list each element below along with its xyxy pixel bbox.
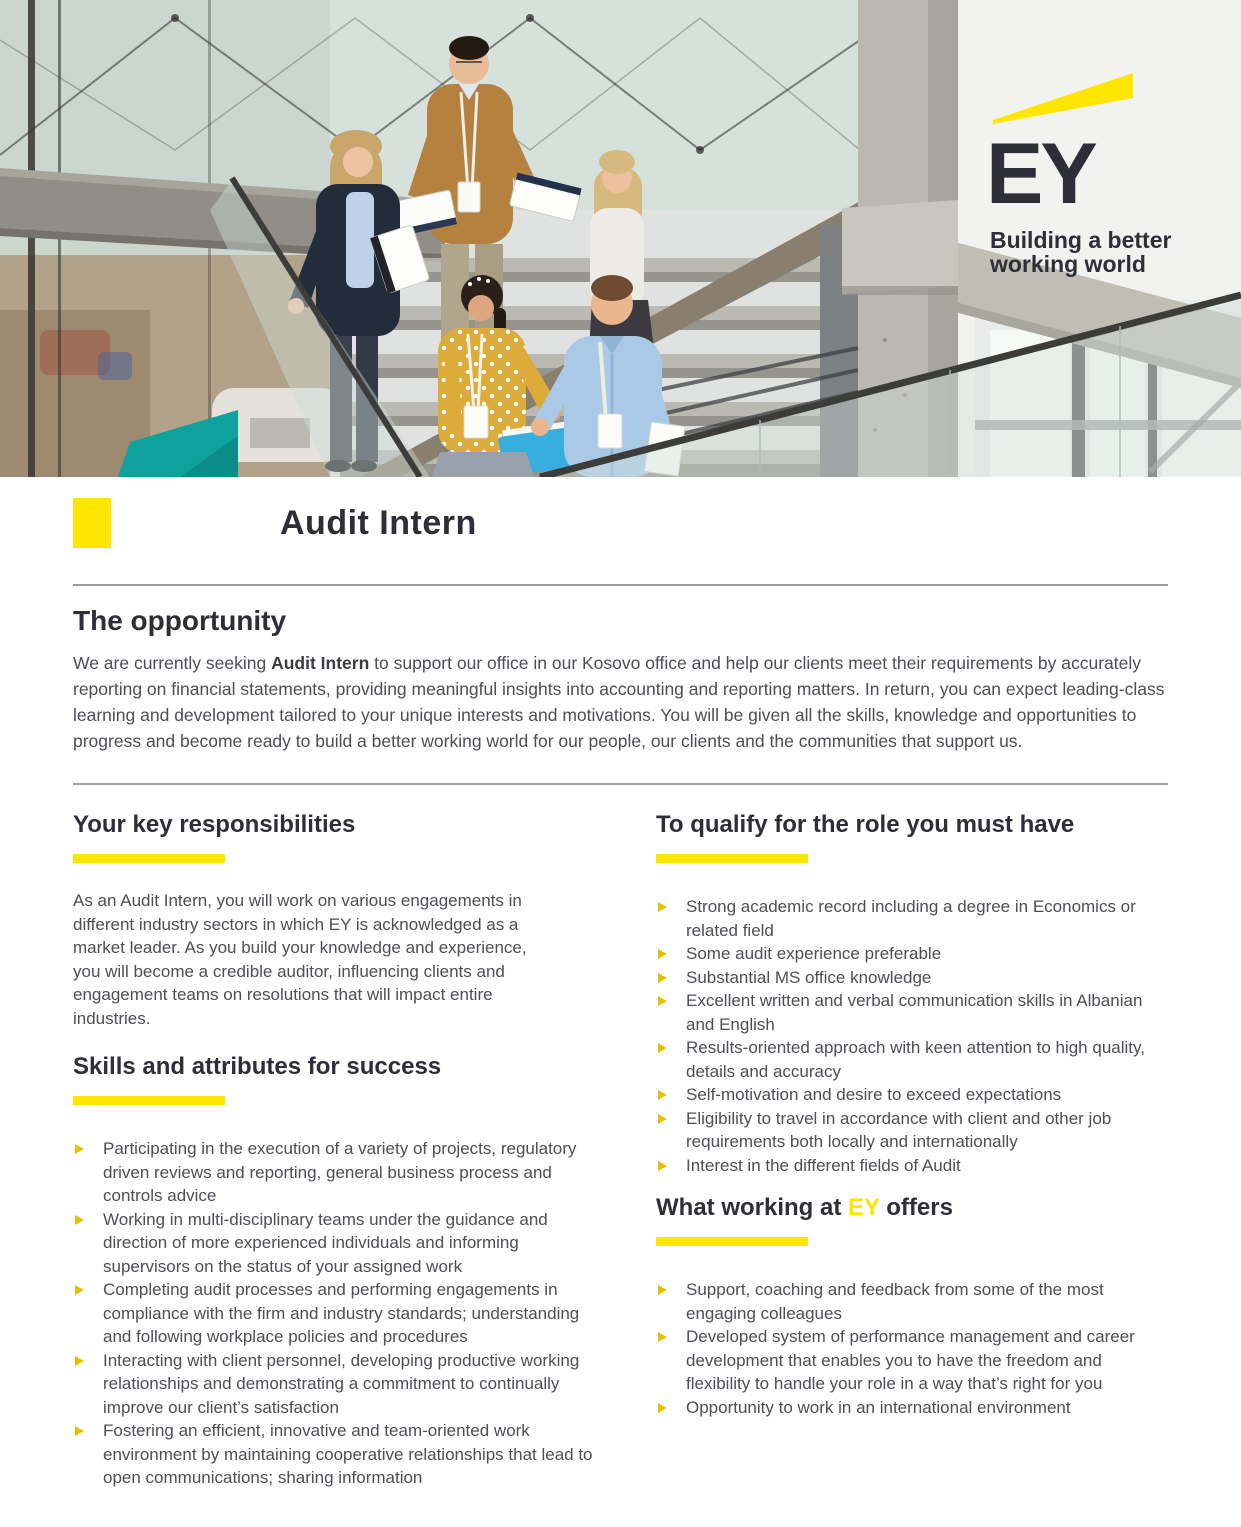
offers-heading-prefix: What working at (656, 1194, 848, 1221)
bullet-triangle-icon (75, 1285, 84, 1295)
list-item-text: Opportunity to work in an international environment (686, 1397, 1071, 1417)
skills-bullet-list (73, 1137, 603, 1490)
list-item-text: Eligibility to travel in accordance with client and other job requirements both locally and internationally (686, 1108, 1112, 1151)
bullet-triangle-icon (658, 973, 667, 983)
list-item (656, 942, 1168, 966)
responsibilities-paragraph: As an Audit Intern, you will work on various engagements in different industry sectors in which EY is acknowledged as a market leader. As you build your knowledge and experience, you will become a credible auditor, influencing clients and engagement teams on resolutions that will impact entire industries. (73, 891, 527, 1028)
yellow-accent-bar (656, 854, 808, 863)
page-title: Audit Intern (280, 504, 477, 542)
yellow-accent-bar (73, 1096, 225, 1105)
offers-heading-accent: EY (848, 1194, 880, 1221)
hero-photo (0, 0, 1241, 477)
list-item (73, 1349, 603, 1420)
bullet-triangle-icon (75, 1356, 84, 1366)
ey-tagline-line1: Building a better (990, 227, 1172, 253)
list-item (73, 1419, 603, 1490)
list-item (656, 1278, 1168, 1325)
two-column-layout (73, 810, 1168, 1490)
bullet-triangle-icon (658, 1090, 667, 1100)
list-item (656, 895, 1168, 942)
column-gap (603, 810, 656, 1490)
list-item-text: Self-motivation and desire to exceed expectations (686, 1085, 1062, 1104)
list-item (656, 1083, 1168, 1107)
list-item (656, 989, 1168, 1036)
list-item (656, 1107, 1168, 1154)
list-item (73, 1208, 603, 1279)
offers-heading-suffix: offers (879, 1194, 953, 1221)
bullet-triangle-icon (75, 1144, 84, 1154)
list-item-text: Strong academic record including a degree in Economics or related field (686, 897, 1136, 940)
bullet-triangle-icon (658, 996, 667, 1006)
responsibilities-heading: Your key responsibilities (73, 811, 356, 838)
ey-logo-text: EY (986, 126, 1095, 222)
right-column (656, 810, 1168, 1490)
bullet-triangle-icon (658, 1161, 667, 1171)
divider-middle (73, 783, 1168, 785)
list-item (73, 1278, 603, 1349)
bullet-triangle-icon (658, 902, 667, 912)
bullet-triangle-icon (658, 1403, 667, 1413)
opportunity-text-prefix: We are currently seeking (73, 653, 272, 673)
offers-bullet-list (656, 1278, 1168, 1419)
divider-top (73, 584, 1168, 586)
offers-heading (656, 1193, 1168, 1223)
ey-tagline-line2: working world (990, 251, 1146, 277)
list-item (73, 1137, 603, 1208)
bullet-triangle-icon (658, 1114, 667, 1124)
list-item-text: Results-oriented approach with keen attention to high quality, details and accuracy (686, 1038, 1145, 1081)
yellow-accent-bar (656, 1237, 808, 1246)
list-item (656, 966, 1168, 990)
left-column (73, 810, 603, 1490)
list-item-text: Interest in the different fields of Audit (686, 1155, 961, 1175)
opportunity-heading: The opportunity (73, 605, 287, 636)
list-item-text: Participating in the execution of a variety of projects, regulatory driven reviews and reporting, general business process and controls advice (103, 1139, 577, 1205)
yellow-title-marker (73, 498, 111, 548)
list-item (656, 1154, 1168, 1178)
bullet-triangle-icon (658, 949, 667, 959)
bullet-triangle-icon (658, 1285, 667, 1295)
skills-heading: Skills and attributes for success (73, 1053, 442, 1080)
bullet-triangle-icon (658, 1043, 667, 1053)
yellow-accent-bar (73, 854, 225, 863)
list-item-text: Completing audit processes and performing engagements in compliance with the firm and industry standards; understanding and following workplace policies and procedures (103, 1280, 580, 1346)
list-item (656, 1396, 1168, 1420)
list-item-text: Fostering an efficient, innovative and team-oriented work environment by maintaining cooperative relationships that lead to open communications; sharing information (103, 1421, 593, 1487)
list-item-text: Interacting with client personnel, developing productive working relationships and demonstrating a commitment to continually improve our client’s satisfaction (103, 1350, 580, 1417)
content-area (0, 498, 1241, 1490)
title-row (73, 498, 1168, 548)
list-item (656, 1036, 1168, 1083)
list-item-text: Working in multi-disciplinary teams under the guidance and direction of more experienced individuals and informing supervisors on the status of your assigned work (103, 1209, 548, 1276)
opportunity-text-suffix: to support our office in our Kosovo office and help our clients meet their requirements by accurately reporting on financial statements, providing meaningful insights into accounting and reporting matters. In return, you can expect leading-class learning and development tailored to your unique interests and motivations. You will be given all the skills, knowledge and opportunities to progress and become ready to build a better working world for our people, our clients and the communities that support us. (73, 653, 1165, 751)
list-item-text: Developed system of performance management and career development that enables you to have the freedom and flexibility to handle your role in a way that’s right for you (686, 1327, 1135, 1393)
opportunity-paragraph (73, 650, 1168, 754)
qualify-bullet-list (656, 895, 1168, 1177)
list-item-text: Some audit experience preferable (686, 944, 942, 963)
list-item-text: Excellent written and verbal communication skills in Albanian and English (686, 991, 1143, 1034)
list-item (656, 1325, 1168, 1396)
opportunity-text-bold: Audit Intern (271, 653, 370, 673)
bullet-triangle-icon (75, 1215, 84, 1225)
bullet-triangle-icon (658, 1332, 667, 1342)
list-item-text: Substantial MS office knowledge (686, 967, 932, 987)
qualify-heading: To qualify for the role you must have (656, 811, 1075, 838)
bullet-triangle-icon (75, 1426, 84, 1436)
list-item-text: Support, coaching and feedback from some of the most engaging colleagues (686, 1280, 1104, 1323)
